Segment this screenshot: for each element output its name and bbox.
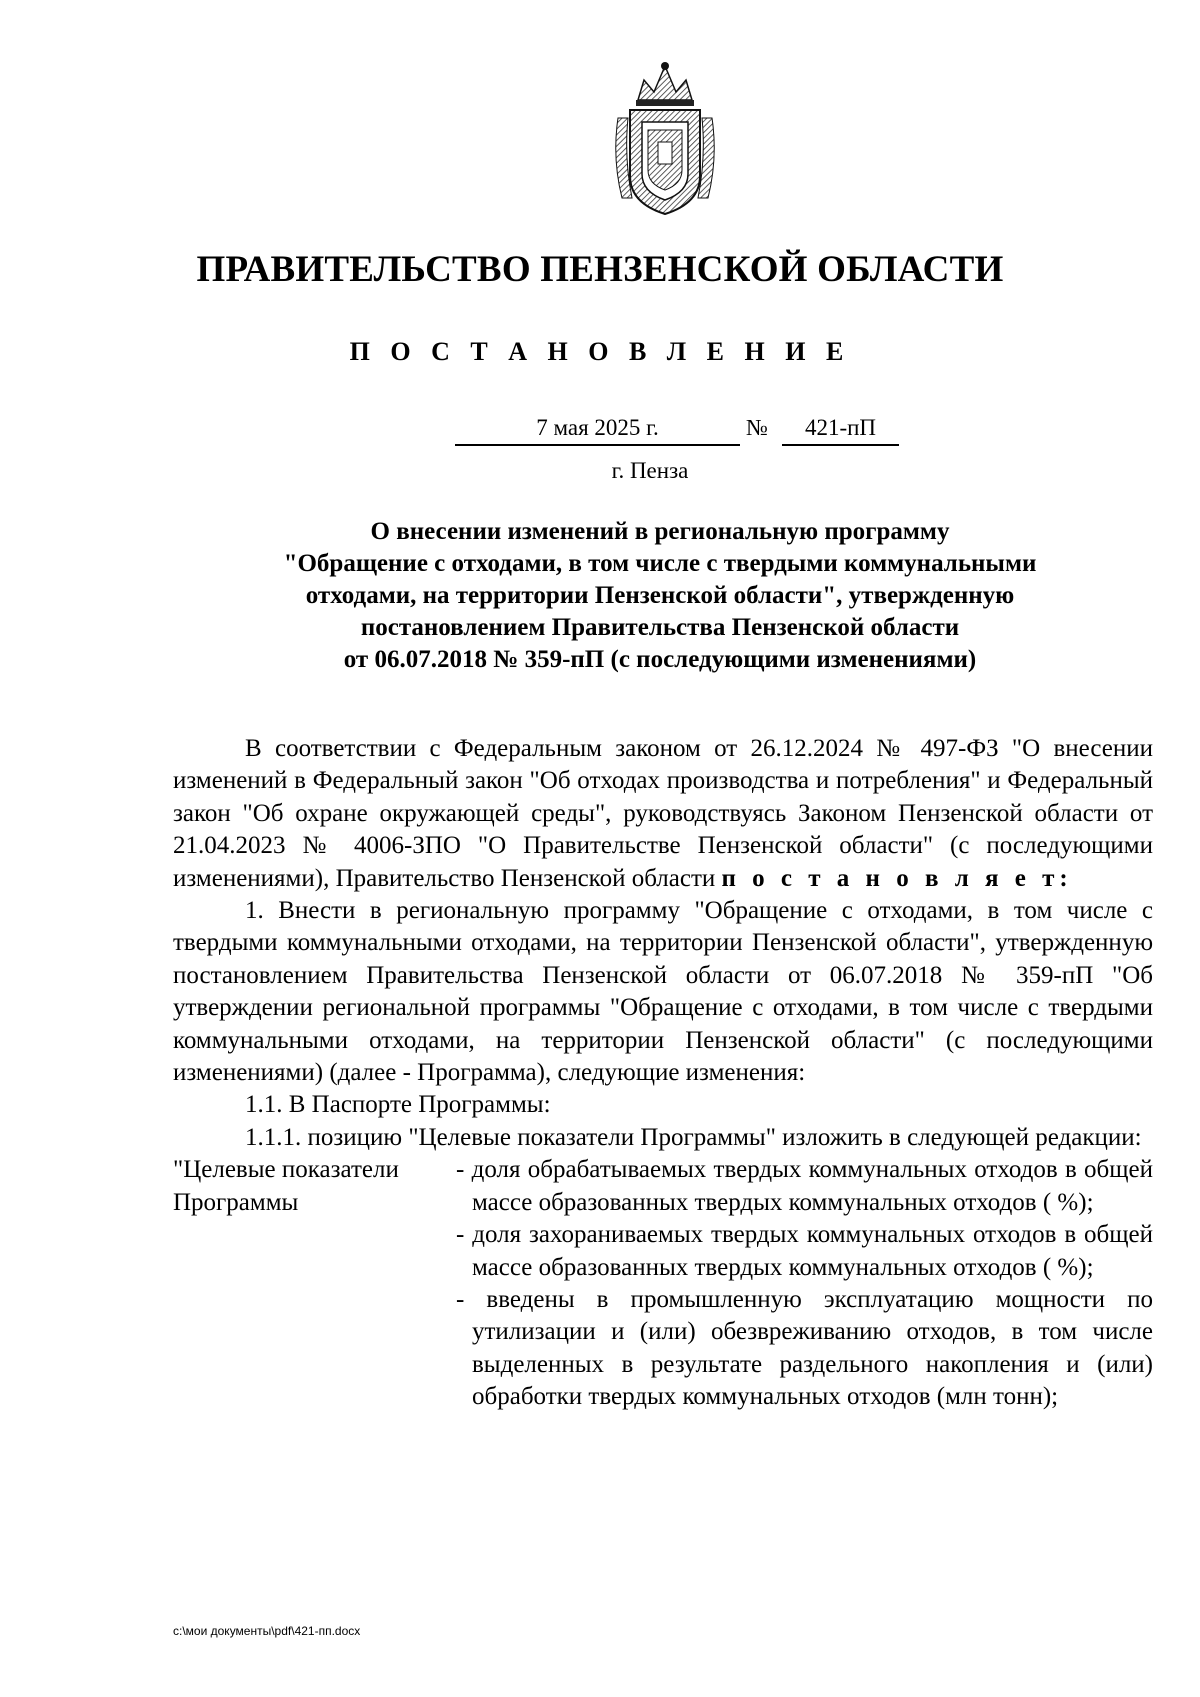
- item-1-1: 1.1. В Паспорте Программы:: [245, 1091, 551, 1119]
- document-body: [173, 733, 1153, 1414]
- decree-date: 7 мая 2025 г.: [455, 414, 740, 446]
- subject-line: отходами, на территории Пензенской области", утвержденную: [305, 582, 1015, 609]
- file-path-footer: c:\мои документы\pdf\421-пп.docx: [173, 1624, 361, 1638]
- indicator-item: - введены в промышленную эксплуатацию мощности по утилизации и (или) обезвреживанию отходов, в том числе выделенных в результате раздельного накопления и (или) обработки твердых коммунальных отходов (млн тонн);: [456, 1285, 1153, 1411]
- government-title: ПРАВИТЕЛЬСТВО ПЕНЗЕНСКОЙ ОБЛАСТИ: [196, 249, 1004, 290]
- preamble-paragraph: [173, 733, 1153, 895]
- decree-subject: [200, 516, 1120, 676]
- subject-line: О внесении изменений в региональную программу: [370, 518, 950, 545]
- decree-number: 421-пП: [782, 414, 899, 446]
- passport-table-row: [173, 1154, 1153, 1413]
- number-sign: №: [746, 415, 768, 440]
- subject-line: от 06.07.2018 № 359-пП (с последующими изменениями): [343, 646, 977, 673]
- city: г. Пенза: [611, 458, 689, 483]
- subject-line: постановлением Правительства Пензенской области: [360, 614, 960, 641]
- resolves-word: п о с т а н о в л я е т:: [721, 864, 1073, 892]
- indicator-label: "Целевые показатели Программы: [173, 1156, 399, 1216]
- subject-line: "Обращение с отходами, в том числе с твердыми коммунальными: [283, 550, 1037, 577]
- indicator-item: - доля обрабатываемых твердых коммунальных отходов в общей массе образованных твердых коммунальных отходов ( %);: [456, 1156, 1153, 1216]
- item-1-1-1: 1.1.1. позицию "Целевые показатели Программы" изложить в следующей редакции:: [245, 1123, 1142, 1151]
- coat-of-arms-emblem: [608, 58, 722, 216]
- document-type-title: П О С Т А Н О В Л Е Н И Е: [349, 337, 851, 366]
- preamble-text: В соответствии с Федеральным законом от 26.12.2024 № 497-ФЗ "О внесении изменений в Федеральный закон "Об отходах производства и потребления" и Федеральный закон "Об охране окружающей среды", руководствуясь Законом Пензенской области от 21.04.2023 № 4006-ЗПО "О Правительстве Пензенской области" (с последующими изменениями), Правительство Пензенской области: [173, 735, 1153, 892]
- item-1: 1. Внести в региональную программу "Обращение с отходами, в том числе с твердыми коммунальными отходами, на территории Пензенской области", утвержденную постановлением Правительства Пензенской области от 06.07.2018 № 359-пП "Об утверждении региональной программы "Обращение с отходами, в том числе с твердыми коммунальными отходами, на территории Пензенской области" (с последующими изменениями) (далее - Программа), следующие изменения:: [173, 897, 1153, 1087]
- indicator-list: [456, 1154, 1153, 1413]
- indicator-item: - доля захораниваемых твердых коммунальных отходов в общей массе образованных твердых коммунальных отходов ( %);: [456, 1221, 1153, 1281]
